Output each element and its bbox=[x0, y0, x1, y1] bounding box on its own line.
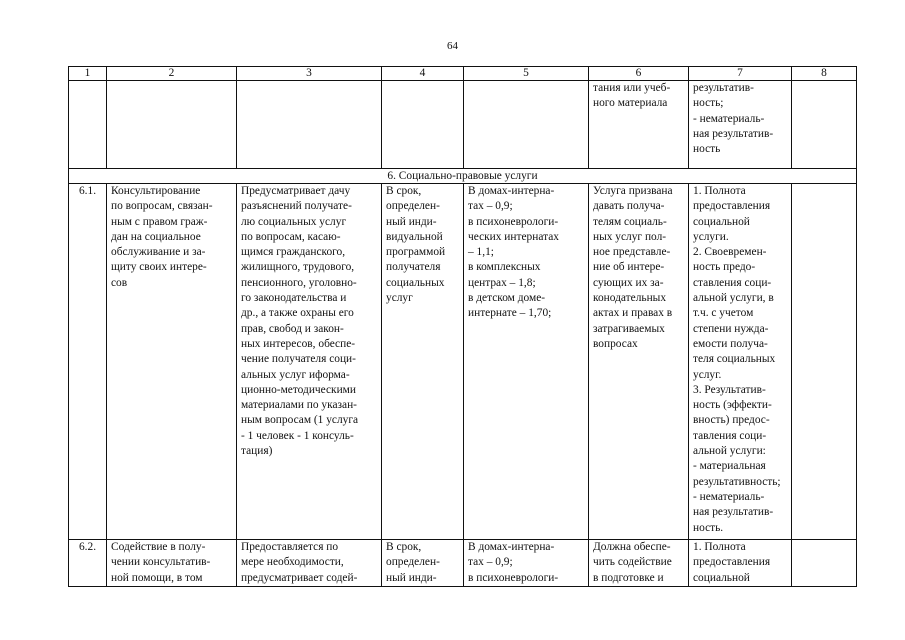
text-line: ность; bbox=[693, 97, 724, 110]
cont-col6-text bbox=[589, 81, 689, 169]
text-line: социальной bbox=[693, 215, 750, 228]
text-line: ный инди- bbox=[386, 571, 437, 584]
section-row bbox=[69, 169, 857, 184]
text-line: услуг bbox=[386, 292, 413, 305]
text-line: – 1,1; bbox=[468, 246, 494, 259]
text-line: предоставления bbox=[693, 556, 771, 569]
cell-empty bbox=[792, 81, 857, 169]
text-line: ных услуг пол- bbox=[593, 230, 667, 243]
text-line: в детском доме- bbox=[468, 292, 546, 305]
text-line: ционно-методическими bbox=[241, 383, 356, 396]
text-line: В срок, bbox=[386, 185, 422, 197]
text-line: др., а также охраны его bbox=[241, 307, 354, 320]
text-line: щиту своих интере- bbox=[111, 261, 207, 274]
text-line: жилищного, трудового, bbox=[241, 261, 355, 274]
cell-empty bbox=[464, 81, 589, 169]
service-term bbox=[382, 540, 464, 587]
text-line: в подготовке и bbox=[593, 571, 664, 584]
text-line: видуальной bbox=[386, 230, 443, 243]
text-line: социальных bbox=[386, 276, 445, 289]
text-line: затрагиваемых bbox=[593, 322, 665, 335]
service-name bbox=[107, 184, 237, 540]
text-line: по вопросам, касаю- bbox=[241, 230, 341, 243]
text-line: Услуга призвана bbox=[593, 185, 673, 197]
service-conditions bbox=[589, 184, 689, 540]
text-line: сов bbox=[111, 276, 128, 289]
text-line: ставления соци- bbox=[693, 276, 772, 289]
column-number-5: 5 bbox=[464, 67, 589, 81]
text-line: Предоставляется по bbox=[241, 541, 339, 553]
text-line: обслуживание и за- bbox=[111, 246, 206, 259]
text-line: Консультирование bbox=[111, 185, 201, 197]
text-line: в комплексных bbox=[468, 261, 541, 274]
column-number-1: 1 bbox=[69, 67, 107, 81]
text-line: ность. bbox=[693, 521, 724, 534]
text-line: альной услуги: bbox=[693, 445, 766, 458]
text-line: альной услуги, в bbox=[693, 292, 774, 305]
service-conditions bbox=[589, 540, 689, 587]
text-line: ный инди- bbox=[386, 215, 437, 228]
cell-empty bbox=[792, 540, 857, 587]
text-line: ная результатив- bbox=[693, 506, 774, 519]
section-title: 6. Социально-правовые услуги bbox=[69, 169, 857, 184]
text-line: социальной bbox=[693, 571, 750, 584]
text-line: прав, свобод и закон- bbox=[241, 322, 344, 335]
service-description bbox=[237, 184, 382, 540]
text-line: ных интересов, обеспе- bbox=[241, 337, 356, 350]
text-line: центрах – 1,8; bbox=[468, 276, 536, 289]
text-line: актах и правах в bbox=[593, 307, 673, 320]
text-line: ность предо- bbox=[693, 261, 756, 274]
text-line: услуги. bbox=[693, 230, 729, 243]
text-line: ческих интернатах bbox=[468, 230, 559, 243]
text-line: теля социальных bbox=[693, 353, 776, 366]
text-line: В срок, bbox=[386, 541, 422, 553]
services-table bbox=[68, 66, 857, 587]
text-line: давать получа- bbox=[593, 200, 665, 213]
text-line: - нематериаль- bbox=[693, 490, 765, 503]
text-line: получателя bbox=[386, 261, 441, 274]
column-number-4: 4 bbox=[382, 67, 464, 81]
text-line: чить содействие bbox=[593, 556, 672, 569]
text-line: результатив- bbox=[693, 82, 754, 94]
table-row-6-1 bbox=[69, 184, 857, 540]
text-line: ное представле- bbox=[593, 246, 671, 259]
row-number: 6.2. bbox=[69, 540, 107, 587]
text-line: Должна обеспе- bbox=[593, 541, 671, 553]
text-line: в психоневрологи- bbox=[468, 215, 559, 228]
text-line: В домах-интерна- bbox=[468, 541, 555, 553]
service-description bbox=[237, 540, 382, 587]
text-line: интернате – 1,70; bbox=[468, 307, 552, 320]
column-number-7: 7 bbox=[689, 67, 792, 81]
service-name bbox=[107, 540, 237, 587]
cell-empty bbox=[792, 184, 857, 540]
text-line: предоставления bbox=[693, 200, 771, 213]
text-line: ным вопросам (1 услуга bbox=[241, 414, 359, 427]
text-line: ного материала bbox=[593, 97, 668, 110]
text-line: ным с правом граж- bbox=[111, 215, 208, 228]
text-line: вопросах bbox=[593, 337, 638, 350]
text-line: Предусматривает дачу bbox=[241, 185, 351, 197]
text-line: материалами по указан- bbox=[241, 399, 357, 412]
cont-col7-text bbox=[689, 81, 792, 169]
text-line: тавления соци- bbox=[693, 429, 767, 442]
table-header-row bbox=[69, 67, 857, 81]
text-line: сующих их за- bbox=[593, 276, 664, 289]
column-number-2: 2 bbox=[107, 67, 237, 81]
text-line: по вопросам, связан- bbox=[111, 200, 213, 213]
text-line: тах – 0,9; bbox=[468, 556, 513, 569]
text-line: т.ч. с учетом bbox=[693, 307, 754, 320]
text-line: чение получателя соци- bbox=[241, 353, 356, 366]
text-line: 3. Результатив- bbox=[693, 383, 766, 396]
column-number-8: 8 bbox=[792, 67, 857, 81]
text-line: результативность; bbox=[693, 475, 781, 488]
text-line: лю социальных услуг bbox=[241, 215, 347, 228]
service-norms bbox=[464, 184, 589, 540]
text-line: разъяснений получате- bbox=[241, 200, 352, 213]
text-line: ность (эффекти- bbox=[693, 399, 772, 412]
text-line: в психоневрологи- bbox=[468, 571, 559, 584]
text-line: тах – 0,9; bbox=[468, 200, 513, 213]
table-row-6-2 bbox=[69, 540, 857, 587]
text-line: телям социаль- bbox=[593, 215, 667, 228]
text-line: тация) bbox=[241, 445, 273, 458]
text-line: программой bbox=[386, 246, 446, 259]
text-line: тания или учеб- bbox=[593, 82, 671, 94]
text-line: конодательных bbox=[593, 292, 667, 305]
text-line: 2. Своевремен- bbox=[693, 246, 767, 259]
service-quality-indicators bbox=[689, 184, 792, 540]
text-line: услуг. bbox=[693, 368, 722, 381]
text-line: ной помощи, в том bbox=[111, 571, 203, 584]
text-line: емости получа- bbox=[693, 337, 768, 350]
text-line: определен- bbox=[386, 556, 440, 569]
cell-empty bbox=[382, 81, 464, 169]
text-line: определен- bbox=[386, 200, 440, 213]
text-line: ние об интере- bbox=[593, 261, 665, 274]
service-term bbox=[382, 184, 464, 540]
column-number-3: 3 bbox=[237, 67, 382, 81]
text-line: - 1 человек - 1 консуль- bbox=[241, 429, 354, 442]
text-line: предусматривает содей- bbox=[241, 571, 358, 584]
text-line: ная результатив- bbox=[693, 127, 774, 140]
text-line: - нематериаль- bbox=[693, 112, 765, 125]
text-line: чении консультатив- bbox=[111, 556, 211, 569]
service-norms bbox=[464, 540, 589, 587]
text-line: вность) предос- bbox=[693, 414, 770, 427]
text-line: ность bbox=[693, 143, 721, 156]
column-number-6: 6 bbox=[589, 67, 689, 81]
row-number: 6.1. bbox=[69, 184, 107, 540]
text-line: В домах-интерна- bbox=[468, 185, 555, 197]
text-line: дан на социальное bbox=[111, 230, 201, 243]
service-quality-indicators bbox=[689, 540, 792, 587]
text-line: Содействие в полу- bbox=[111, 541, 206, 553]
text-line: 1. Полнота bbox=[693, 541, 746, 553]
cell-empty bbox=[107, 81, 237, 169]
text-line: пенсионного, уголовно- bbox=[241, 276, 357, 289]
text-line: 1. Полнота bbox=[693, 185, 746, 197]
text-line: го законодательства и bbox=[241, 292, 347, 305]
text-line: степени нужда- bbox=[693, 322, 769, 335]
text-line: мере необходимости, bbox=[241, 556, 344, 569]
cell-empty bbox=[69, 81, 107, 169]
cell-empty bbox=[237, 81, 382, 169]
continuation-row bbox=[69, 81, 857, 169]
text-line: - материальная bbox=[693, 460, 766, 473]
text-line: альных услуг иформа- bbox=[241, 368, 350, 381]
text-line: щимся гражданского, bbox=[241, 246, 346, 259]
page-number: 64 bbox=[447, 40, 458, 52]
